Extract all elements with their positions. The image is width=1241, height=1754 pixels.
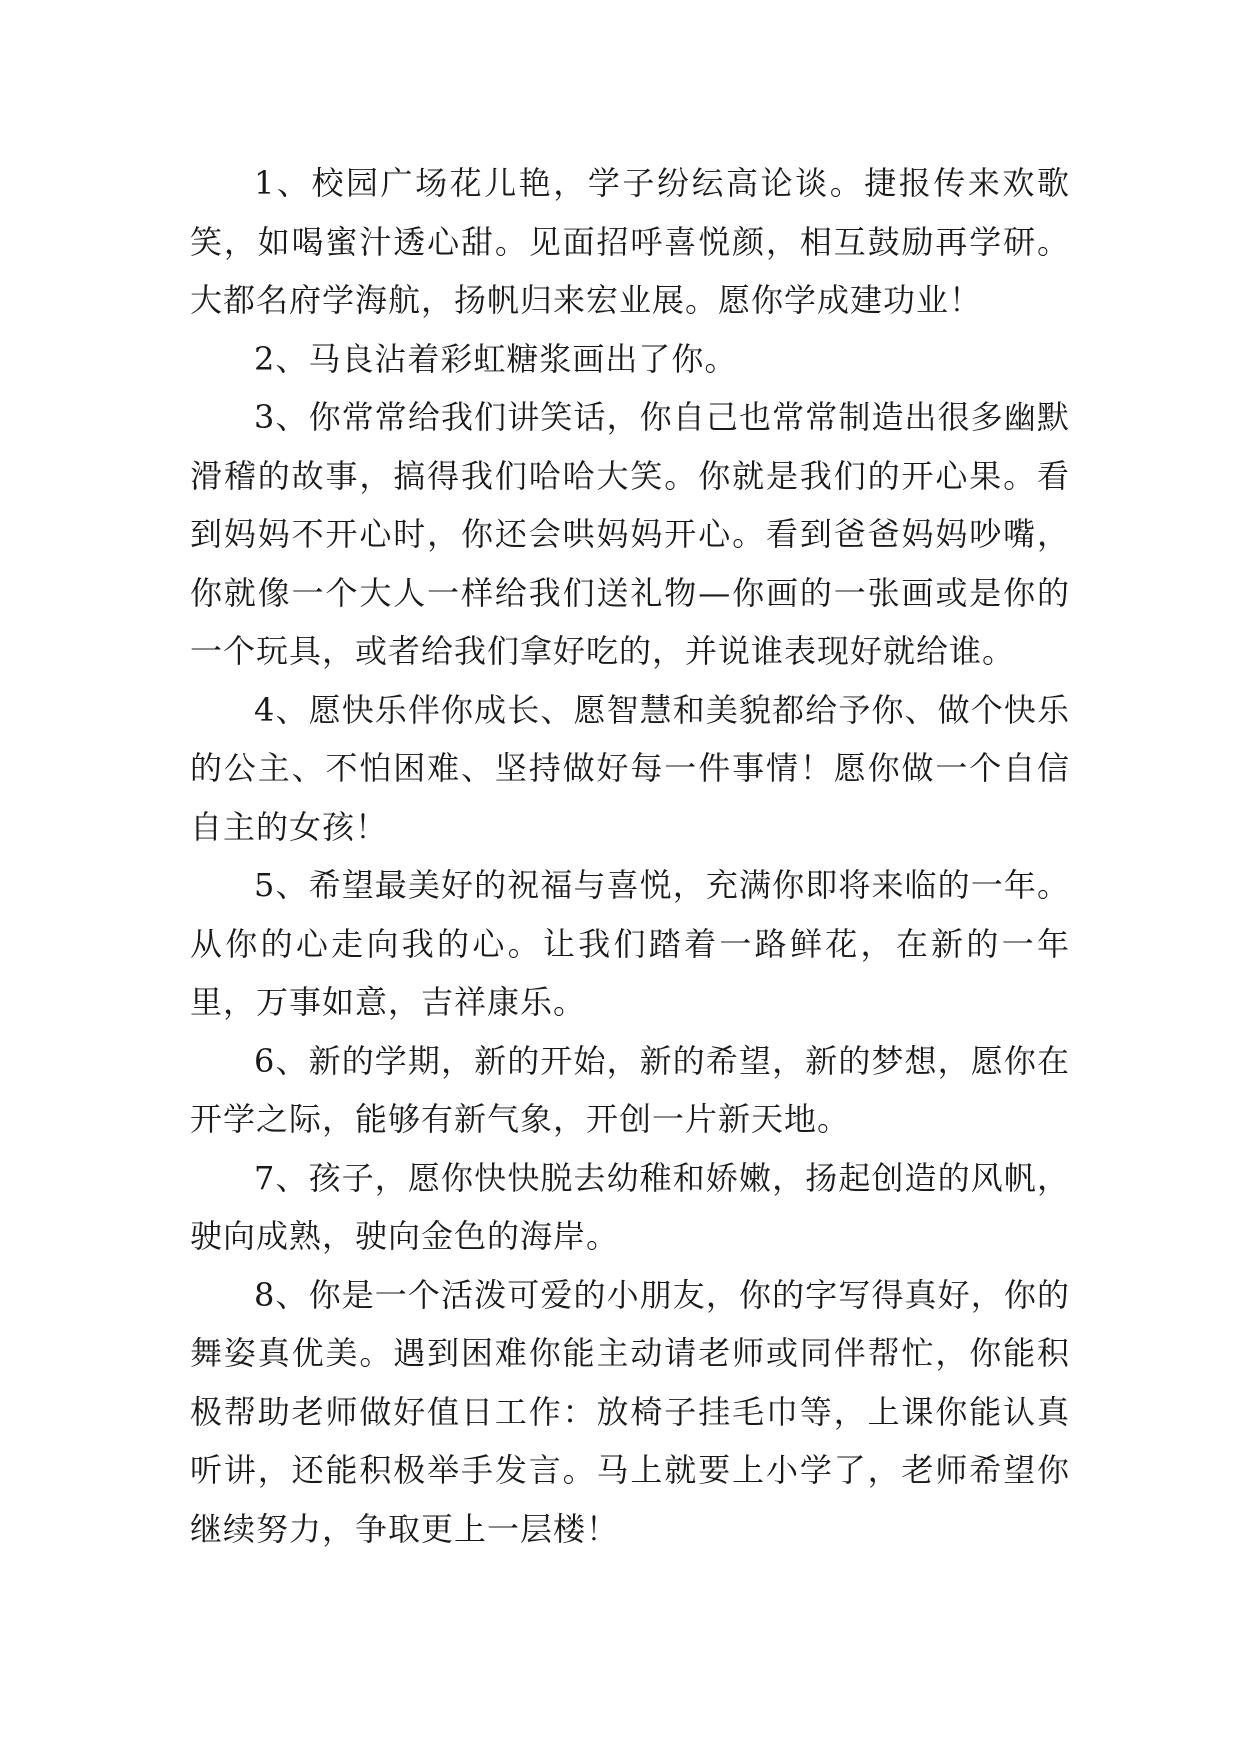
document-body <box>190 154 1070 1558</box>
paragraph-8: 8、你是一个活泼可爱的小朋友，你的字写得真好，你的舞姿真优美。遇到困难你能主动请老师或同伴帮忙，你能积极帮助老师做好值日工作：放椅子挂毛巾等，上课你能认真听讲，还能积极举手发言。马上就要上小学了，老师希望你继续努力，争取更上一层楼！ <box>190 1275 1070 1548</box>
paragraph-1: 1、校园广场花儿艳，学子纷纭高论谈。捷报传来欢歌笑，如喝蜜汁透心甜。见面招呼喜悦颜，相互鼓励再学研。大都名府学海航，扬帆归来宏业展。愿你学成建功业！ <box>190 164 1070 319</box>
paragraph-3: 3、你常常给我们讲笑话，你自己也常常制造出很多幽默滑稽的故事，搞得我们哈哈大笑。你就是我们的开心果。看到妈妈不开心时，你还会哄妈妈开心。看到爸爸妈妈吵嘴，你就像一个大人一样给我们送礼物—你画的一张画或是你的一个玩具，或者给我们拿好吃的，并说谁表现好就给谁。 <box>190 398 1070 670</box>
paragraph-7: 7、孩子，愿你快快脱去幼稚和娇嫩，扬起创造的风帆，驶向成熟，驶向金色的海岸。 <box>190 1158 1070 1255</box>
paragraph-2: 2、马良沾着彩虹糖浆画出了你。 <box>254 339 738 378</box>
paragraph-5: 5、希望最美好的祝福与喜悦，充满你即将来临的一年。从你的心走向我的心。让我们踏着一路鲜花，在新的一年里，万事如意，吉祥康乐。 <box>190 866 1070 1021</box>
paragraph-6: 6、新的学期，新的开始，新的希望，新的梦想，愿你在开学之际，能够有新气象，开创一片新天地。 <box>190 1041 1070 1138</box>
paragraph-4: 4、愿快乐伴你成长、愿智慧和美貌都给予你、做个快乐的公主、不怕困难、坚持做好每一件事情！愿你做一个自信自主的女孩！ <box>190 690 1070 846</box>
